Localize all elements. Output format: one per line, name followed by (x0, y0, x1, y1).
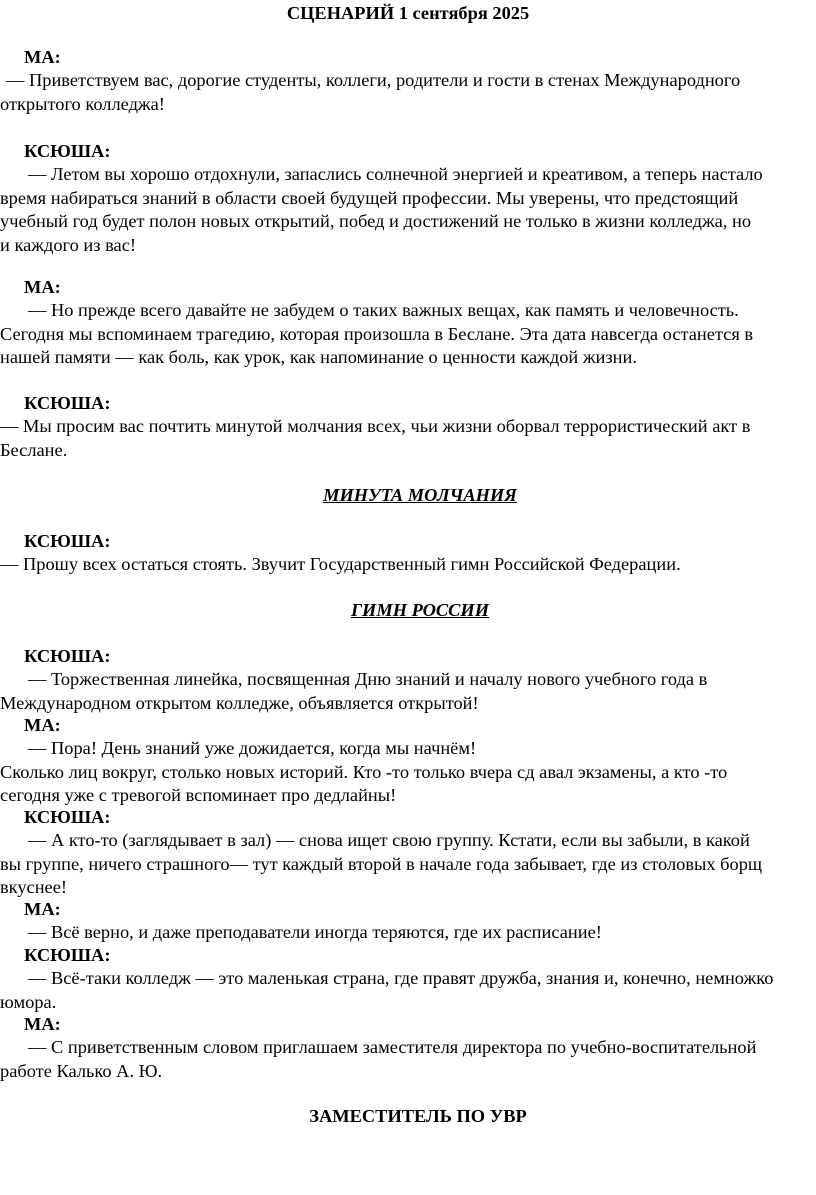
paragraph (0, 1036, 816, 1083)
page-title: СЦЕНАРИЙ 1 сентября 2025 (286, 3, 530, 23)
paragraph (0, 829, 816, 900)
speaker-label: МА: (24, 47, 61, 67)
text-line: и каждого из вас! (0, 234, 136, 255)
text-line: открытого колледжа! (0, 93, 165, 114)
text-line: — Приветствуем вас, дорогие студенты, коллеги, родители и гости в стенах Международного (6, 70, 741, 90)
paragraph (0, 415, 816, 462)
text-line: — Летом вы хорошо отдохнули, запаслись солнечной энергией и креативом, а теперь настало (28, 164, 763, 184)
speaker-label: КСЮША: (24, 531, 111, 551)
text-line: вы группе, ничего страшного— тут каждый второй в начале года забывает, где из столовых борщ (0, 853, 763, 874)
text-line: Сколько лиц вокруг, столько новых историй. Кто -то только вчера сд авал экзамены, а кто -то (0, 761, 728, 782)
speaker-label: МА: (24, 715, 61, 735)
text-line: — Прошу всех остаться стоять. Звучит Государственный гимн Российской Федерации. (0, 554, 681, 574)
section-heading: МИНУТА МОЛЧАНИЯ (323, 485, 517, 505)
speaker-label: КСЮША: (24, 945, 111, 965)
paragraph (0, 967, 816, 1014)
text-line: — Пора! День знаний уже дожидается, когда мы начнём! (28, 738, 477, 758)
speaker-label: КСЮША: (24, 807, 111, 827)
text-line: нашей памяти — как боль, как урок, как напоминание о ценности каждой жизни. (0, 347, 637, 367)
paragraph (0, 668, 816, 715)
paragraph (0, 737, 816, 808)
section-heading-footer: ЗАМЕСТИТЕЛЬ ПО УВР (309, 1106, 527, 1126)
text-line: Международном открытом колледже, объявляется открытой! (0, 692, 479, 713)
text-line: — Мы просим вас почтить минутой молчания всех, чьи жизни оборвал террористический акт в (0, 416, 751, 436)
paragraph (0, 69, 816, 116)
text-line: — Всё верно, и даже преподаватели иногда теряются, где их расписание! (28, 922, 602, 942)
text-line: работе Калько А. Ю. (0, 1060, 163, 1081)
speaker-label: КСЮША: (24, 141, 111, 161)
text-line: вкуснее! (0, 877, 68, 897)
speaker-label: МА: (24, 899, 61, 919)
paragraph (0, 163, 816, 257)
paragraph (0, 299, 816, 370)
text-line: Сегодня мы вспоминаем трагедию, которая произошла в Беслане. Эта дата навсегда останется в (0, 323, 754, 344)
speaker-label: КСЮША: (24, 393, 111, 413)
text-line: учебный год будет полон новых открытий, побед и достижений не только в жизни колледжа, но (0, 211, 752, 231)
paragraph (0, 921, 816, 945)
text-line: — А кто-то (заглядывает в зал) — снова ищет свою группу. Кстати, если вы забыли, в какой (28, 830, 750, 850)
speaker-label: МА: (24, 1014, 61, 1034)
text-line: Беслане. (0, 439, 68, 460)
section-heading: ГИМН РОССИИ (350, 600, 490, 620)
speaker-label: КСЮША: (24, 646, 111, 666)
text-line: — Торжественная линейка, посвященная Дню знаний и началу нового учебного года в (28, 669, 708, 689)
text-line: юмора. (0, 991, 57, 1012)
paragraph (0, 553, 816, 577)
text-line: сегодня уже с тревогой вспоминает про дедлайны! (0, 785, 397, 805)
text-line: — Но прежде всего давайте не забудем о таких важных вещах, как память и человечность. (28, 300, 739, 320)
text-line: — С приветственным словом приглашаем заместителя директора по учебно-воспитательной (28, 1037, 757, 1057)
speaker-label: МА: (24, 277, 61, 297)
text-line: — Всё-таки колледж — это маленькая страна, где правят дружба, знания и, конечно, немножко (28, 968, 774, 988)
text-line: время набираться знаний в области своей будущей профессии. Мы уверены, что предстоящий (0, 187, 739, 208)
